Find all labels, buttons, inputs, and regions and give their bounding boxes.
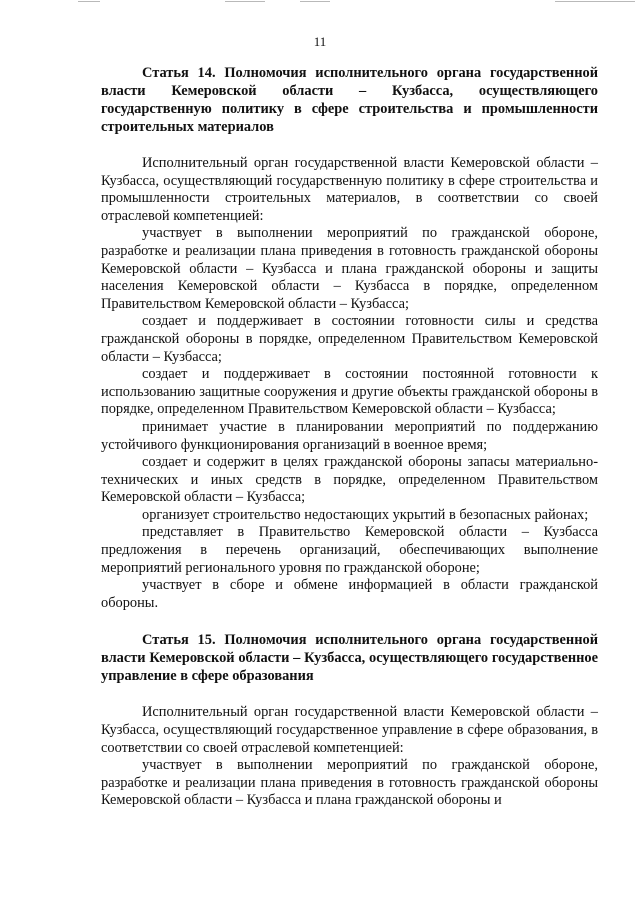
- article-14-item: создает и поддерживает в состоянии готовности силы и средства гражданской обороны в порядке, определенном Правительством Кемеровской области – Кузбасса;: [101, 313, 598, 365]
- article-14-item: представляет в Правительство Кемеровской области – Кузбасса предложения в перечень организаций, обеспечивающих выполнение мероприятий регионального уровня по гражданской обороне;: [101, 524, 598, 576]
- article-15-item: участвует в выполнении мероприятий по гражданской обороне, разработке и реализации плана приведения в готовность гражданской обороны Кемеровской области – Кузбасса и плана гражданской обороны и: [101, 757, 598, 809]
- article-14-item: организует строительство недостающих укрытий в безопасных районах;: [142, 506, 589, 523]
- article-14-item: создает и поддерживает в состоянии постоянной готовности к использованию защитные сооружения и другие объекты гражданской обороны в порядке, определенном Правительством Кемеровской области – Кузбасса;: [101, 366, 598, 418]
- document-body: [101, 64, 598, 810]
- scan-edge-marks: [0, 0, 640, 6]
- article-15-heading: Статья 15. Полномочия исполнительного органа государственной власти Кемеровской области – Кузбасса, осуществляющего государственное управление в сфере образования: [101, 632, 598, 685]
- article-14-intro: Исполнительный орган государственной власти Кемеровской области – Кузбасса, осуществляющий государственную политику в сфере строительства и промышленности строительных материалов, в соответствии со своей отраслевой компетенцией:: [101, 155, 598, 224]
- article-14-item: принимает участие в планировании мероприятий по поддержанию устойчивого функционирования организаций в военное время;: [101, 418, 598, 453]
- article-14-item: участвует в выполнении мероприятий по гражданской обороне, разработке и реализации плана приведения в готовность гражданской обороны Кемеровской области – Кузбасса и плана гражданской обороны и защиты населения Кемеровской области – Кузбасса в порядке, определенном Правительством Кемеровской области – Кузбасса;: [101, 225, 598, 312]
- article-14-item: участвует в сборе и обмене информацией в области гражданской обороны.: [101, 577, 598, 611]
- article-15-intro: Исполнительный орган государственной власти Кемеровской области – Кузбасса, осуществляющий государственное управление в сфере образования, в соответствии со своей отраслевой компетенцией:: [101, 704, 598, 756]
- page-number: 11: [313, 34, 327, 49]
- article-14-item: создает и содержит в целях гражданской обороны запасы материально-технических и иных средств в порядке, определенном Правительством Кемеровской области – Кузбасса;: [101, 454, 598, 506]
- article-14-heading: Статья 14. Полномочия исполнительного органа государственной власти Кемеровской области – Кузбасса, осуществляющего государственную политику в сфере строительства и промышленности строительных материалов: [101, 65, 598, 135]
